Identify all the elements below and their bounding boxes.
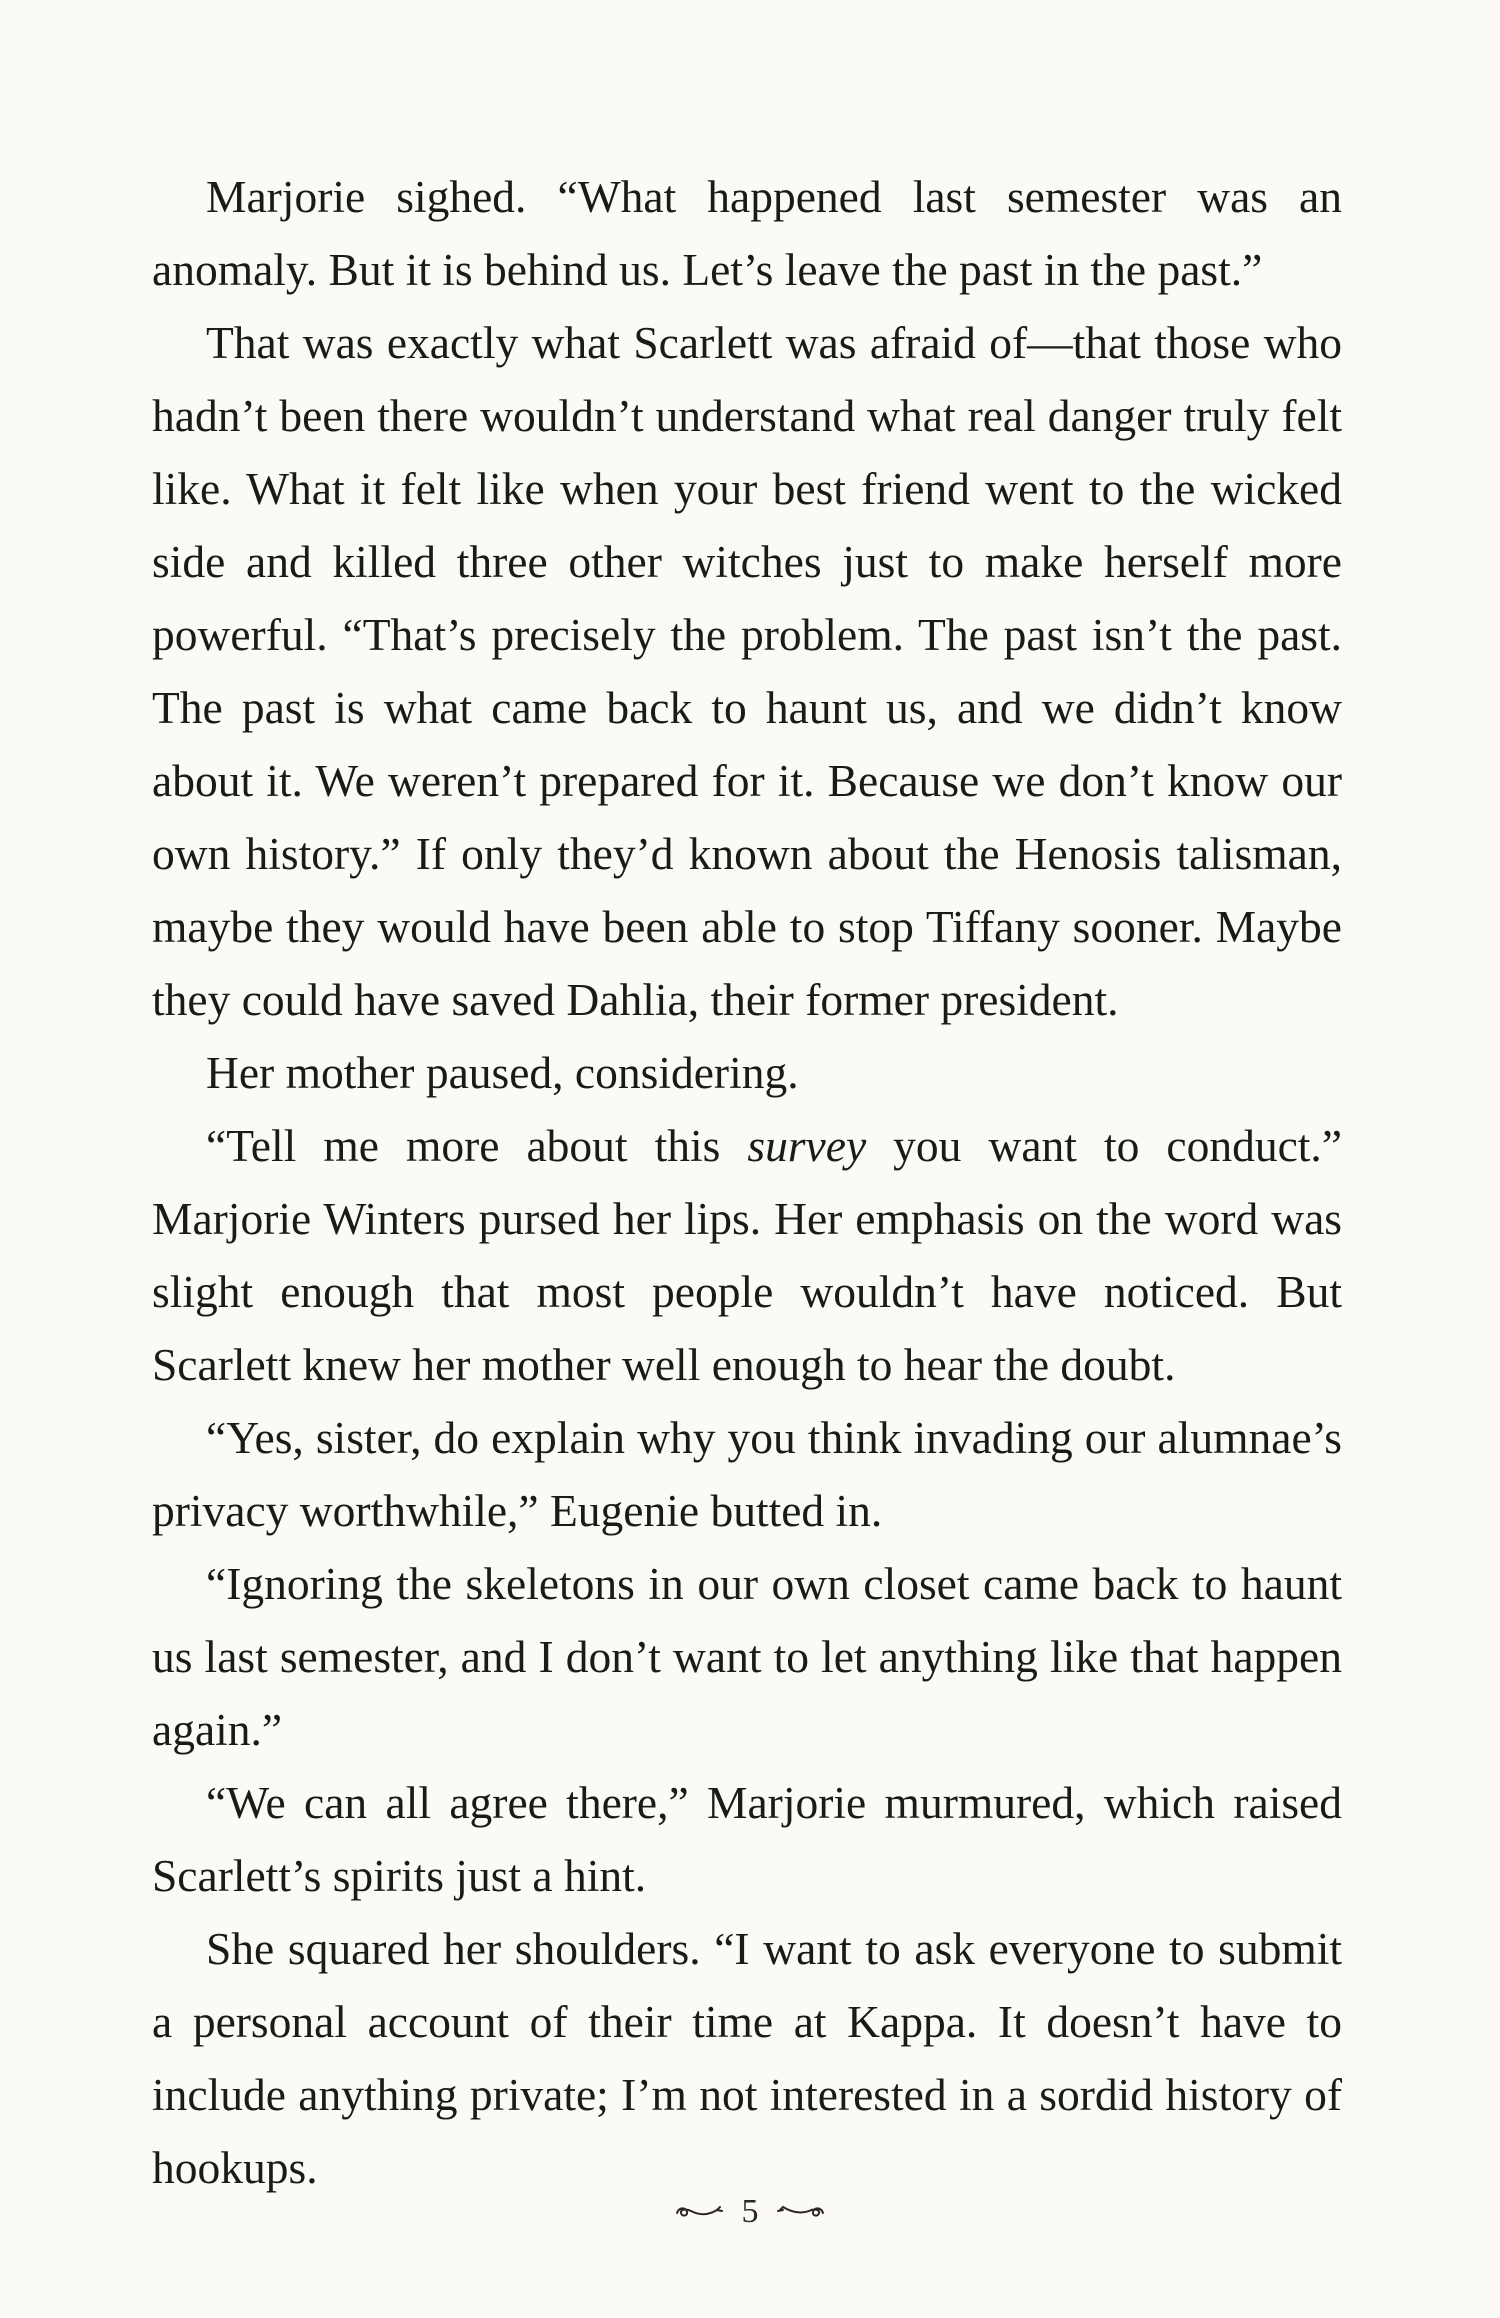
survey-text-after: you want to conduct.” Marjorie Winters pursed her lips. Her emphasis on the word was slight enough that most people wouldn’t have noticed. But Scarlett knew her mother well enough to hear the doubt. (152, 1120, 1342, 1390)
page-footer (0, 2190, 1500, 2232)
paragraph-scarlett-afraid: That was exactly what Scarlett was afraid of—that those who hadn’t been there wouldn’t understand what real danger truly felt like. What it felt like when your best friend went to the wicked side and killed three other witches just to make herself more powerful. “That’s precisely the problem. The past isn’t the past. The past is what came back to haunt us, and we didn’t know about it. We weren’t prepared for it. Because we don’t know our own history.” If only they’d known about the Henosis talisman, maybe they would have been able to stop Tiffany sooner. Maybe they could have saved Dahlia, their former president. (152, 317, 1342, 1025)
left-flourish-ornament-icon (673, 2202, 725, 2222)
paragraph-survey (152, 1109, 1342, 1401)
right-flourish-ornament-icon (775, 2202, 827, 2222)
paragraph-shoulders: She squared her shoulders. “I want to ask everyone to submit a personal account of their time at Kappa. It doesn’t have to include anything private; I’m not interested in a sordid history of hookups. (152, 1923, 1342, 2193)
survey-text-before: “Tell me more about this (206, 1120, 748, 1171)
page-number: 5 (741, 2193, 759, 2231)
paragraph-skeletons: “Ignoring the skeletons in our own closet came back to haunt us last semester, and I don’t want to let anything like that happen again.” (152, 1558, 1342, 1755)
body-text (152, 160, 1342, 2204)
survey-emphasis: survey (747, 1120, 867, 1171)
paragraph-marjorie-sighed: Marjorie sighed. “What happened last semester was an anomaly. But it is behind us. Let’s leave the past in the past.” (152, 171, 1342, 295)
paragraph-agree: “We can all agree there,” Marjorie murmured, which raised Scarlett’s spirits just a hint. (152, 1777, 1342, 1901)
paragraph-mother-paused: Her mother paused, considering. (206, 1047, 799, 1098)
paragraph-eugenie: “Yes, sister, do explain why you think invading our alumnae’s privacy worthwhile,” Eugenie butted in. (152, 1412, 1342, 1536)
